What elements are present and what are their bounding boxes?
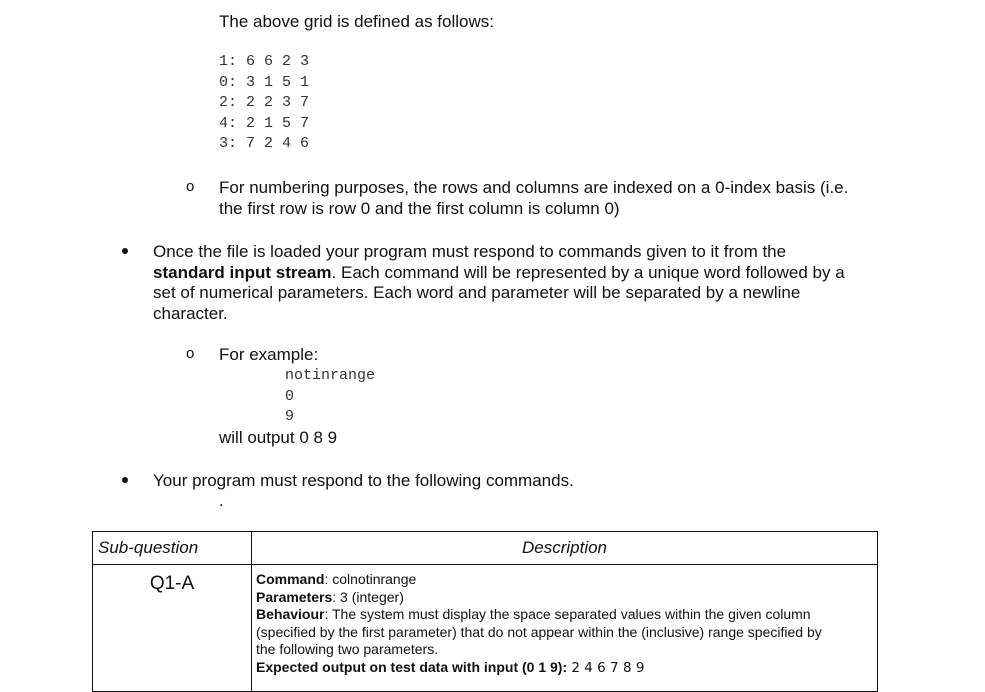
bullet-line-rest: . Each command will be represented by a unique word followed by a bbox=[331, 263, 845, 282]
parameters-label: Parameters bbox=[256, 588, 333, 605]
behaviour-line: (specified by the first parameter) that do not appear within the (inclusive) range specified by bbox=[256, 623, 822, 640]
behaviour-label: Behaviour bbox=[256, 606, 325, 622]
command-label: Command bbox=[256, 571, 325, 587]
parameters-line bbox=[256, 589, 873, 607]
stray-dot: . bbox=[219, 491, 224, 510]
intro-text: The above grid is defined as follows: bbox=[219, 12, 494, 31]
expected-output-line bbox=[256, 659, 873, 678]
grid-row: 1: 6 6 2 3 bbox=[219, 53, 310, 70]
circle-bullet-icon: o bbox=[186, 178, 195, 195]
sub-bullet-line: the first row is row 0 and the first column is column 0) bbox=[219, 199, 620, 218]
table-header-row bbox=[93, 532, 878, 565]
subquestion-table bbox=[92, 531, 878, 692]
header-sub-question: Sub-question bbox=[93, 532, 252, 565]
grid-row: 2: 2 2 3 7 bbox=[219, 94, 310, 111]
bullet-icon bbox=[122, 477, 128, 483]
behaviour-line bbox=[256, 606, 873, 624]
grid-row: 0: 3 1 5 1 bbox=[219, 73, 310, 91]
bullet-icon bbox=[122, 248, 128, 254]
bullet-line: Once the file is loaded your program must respond to commands given to it from the bbox=[153, 242, 787, 261]
circle-bullet-icon: o bbox=[186, 345, 195, 362]
sub-bullet-line: For numbering purposes, the rows and columns are indexed on a 0-index basis (i.e. bbox=[219, 178, 849, 197]
question-description bbox=[252, 565, 878, 692]
expected-value: 2 4 6 7 8 9 bbox=[567, 659, 645, 676]
example-output: will output 0 8 9 bbox=[219, 428, 338, 447]
table-row bbox=[93, 565, 878, 692]
grid-row: 4: 2 1 5 7 bbox=[219, 114, 310, 132]
bullet-line: set of numerical parameters. Each word and parameter will be separated by a newline bbox=[153, 283, 801, 302]
question-id: Q1-A bbox=[93, 565, 252, 692]
bullet-line: Your program must respond to the following commands. bbox=[153, 471, 574, 490]
example-code-line: 9 bbox=[285, 408, 295, 425]
grid-row: 3: 7 2 4 6 bbox=[219, 135, 310, 152]
example-code-line: 0 bbox=[285, 387, 295, 405]
parameters-value: : 3 (integer) bbox=[332, 588, 404, 605]
command-line bbox=[256, 571, 873, 589]
example-label: For example: bbox=[219, 345, 319, 364]
example-code-line: notinrange bbox=[285, 367, 376, 384]
header-description: Description bbox=[252, 532, 878, 565]
behaviour-line: the following two parameters. bbox=[256, 641, 439, 657]
behaviour-text: : The system must display the space separated values within the given column bbox=[324, 606, 811, 622]
bold-term: standard input stream bbox=[153, 263, 332, 282]
expected-label: Expected output on test data with input (0 1 9): bbox=[256, 658, 568, 675]
bullet-line bbox=[153, 262, 845, 283]
bullet-line: character. bbox=[153, 304, 228, 323]
command-value: : colnotinrange bbox=[324, 571, 417, 587]
